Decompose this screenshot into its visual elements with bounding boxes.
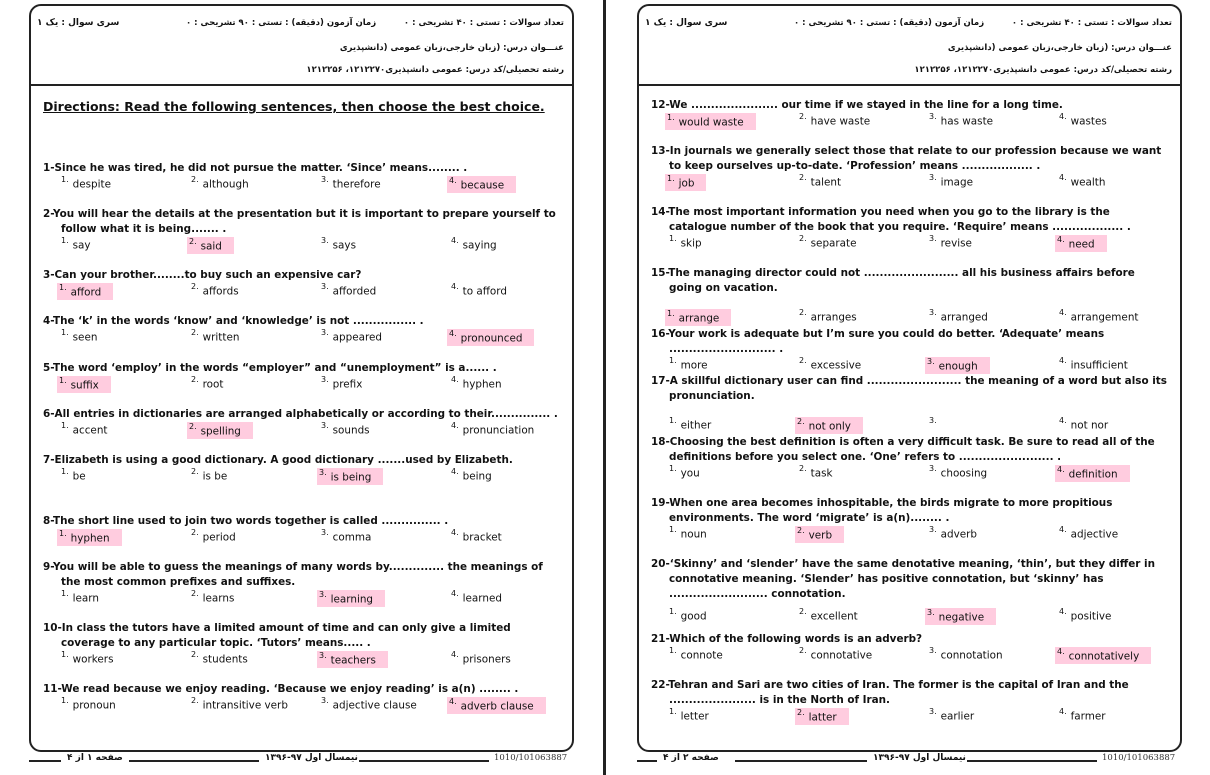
question-stem: 10-In class the tutors have a limited amount of time and can only give a limited coverage to any particular topic. ‘Tutors’ means..... . bbox=[43, 622, 511, 649]
question bbox=[651, 144, 1168, 192]
option[interactable]: $^{1.}$ noun bbox=[669, 525, 707, 541]
question bbox=[43, 560, 560, 608]
option[interactable]: $^{1.}$ you bbox=[669, 464, 700, 480]
question-count: تعداد سوالات : تستی : ۴۰ تشریحی : ۰ bbox=[403, 18, 564, 28]
question bbox=[43, 268, 560, 301]
exam-header bbox=[639, 6, 1180, 86]
option[interactable]: $^{1.}$ good bbox=[669, 607, 707, 623]
question bbox=[43, 453, 560, 486]
selected-option[interactable]: $^{1.}$ hyphen bbox=[57, 529, 122, 546]
exam-page-1 bbox=[29, 4, 574, 752]
question-stem: 6-All entries in dictionaries are arranged alphabetically or according to their............... . bbox=[43, 408, 558, 420]
selected-option[interactable]: $^{1.}$ afford bbox=[57, 283, 113, 300]
question-stem: 8-The short line used to join two words together is called ............... . bbox=[43, 515, 449, 527]
option[interactable]: $^{1.}$ despite bbox=[61, 175, 111, 191]
option[interactable]: $^{3.}$ prefix bbox=[321, 375, 363, 391]
option[interactable]: $^{4.}$ wastes bbox=[1059, 112, 1107, 128]
option[interactable]: $^{1.}$ learn bbox=[61, 589, 99, 605]
option[interactable]: $^{4.}$ learned bbox=[451, 589, 502, 605]
option[interactable]: $^{1.}$ be bbox=[61, 467, 86, 483]
major-code: رشته تحصیلی/کد درس: عمومی دانشپذیری۱۲۱۲۲۷۰، ۱۲۱۲۲۵۶ bbox=[914, 65, 1172, 75]
exam-header bbox=[31, 6, 572, 86]
selected-option[interactable]: $^{2.}$ latter bbox=[795, 708, 849, 725]
question-count: تعداد سوالات : تستی : ۴۰ تشریحی : ۰ bbox=[1011, 18, 1172, 28]
question bbox=[43, 361, 560, 394]
selected-option[interactable]: $^{2.}$ verb bbox=[795, 526, 844, 543]
question-stem: 3-Can your brother........to buy such an expensive car? bbox=[43, 269, 362, 281]
option[interactable]: $^{3.}$ sounds bbox=[321, 421, 370, 437]
selected-option[interactable]: $^{4.}$ connotatively bbox=[1055, 647, 1151, 664]
directions: Directions: Read the following sentences, then choose the best choice. bbox=[43, 99, 545, 114]
option[interactable]: $^{2.}$ talent bbox=[799, 173, 842, 189]
question bbox=[651, 327, 1168, 375]
question bbox=[651, 205, 1168, 253]
question-stem: 12-We ...................... our time if we stayed in the line for a long time. bbox=[651, 99, 1063, 111]
option[interactable]: $^{3.}$ adjective clause bbox=[321, 696, 417, 712]
option[interactable]: $^{2.}$ affords bbox=[191, 282, 239, 298]
option[interactable]: $^{3.}$ says bbox=[321, 236, 356, 252]
option[interactable]: $^{2.}$ excessive bbox=[799, 356, 862, 372]
course-title: عنـــوان درس: (زبان خارجی،زبان عمومی (دانشپذیری bbox=[339, 43, 564, 53]
selected-option[interactable]: $^{2.}$ said bbox=[187, 237, 234, 254]
question-stem: 7-Elizabeth is using a good dictionary. A good dictionary .......used by Elizabeth. bbox=[43, 454, 513, 466]
option[interactable]: $^{2.}$ although bbox=[191, 175, 249, 191]
question bbox=[651, 266, 1168, 327]
option[interactable]: $^{2.}$ arranges bbox=[799, 308, 857, 324]
option[interactable]: $^{4.}$ pronunciation bbox=[451, 421, 535, 437]
option[interactable]: $^{4.}$ positive bbox=[1059, 607, 1112, 623]
question-stem: 9-You will be able to guess the meanings of many words by.............. the meanings of the most common prefixes and suffixes. bbox=[43, 561, 543, 588]
page-divider bbox=[603, 0, 606, 775]
exam-body bbox=[639, 86, 1180, 750]
option[interactable]: $^{2.}$ root bbox=[191, 375, 224, 391]
exam-time: زمان آزمون (دقیقه) : تستی : ۹۰ تشریحی : ۰ bbox=[794, 18, 985, 28]
question-stem: 13-In journals we generally select those that relate to our profession because we want to keep ourselves up-to-date. ‘Profession’ means .................. . bbox=[651, 145, 1162, 172]
option[interactable]: $^{3.}$ image bbox=[929, 173, 974, 189]
question-stem: 22-Tehran and Sari are two cities of Iran. The former is the capital of Iran and the ...................... is in the North of Iran. bbox=[651, 679, 1129, 706]
option[interactable]: $^{2.}$ period bbox=[191, 528, 236, 544]
selected-option[interactable]: $^{4.}$ because bbox=[447, 176, 516, 193]
option[interactable]: $^{3.}$ has waste bbox=[929, 112, 994, 128]
major-code: رشته تحصیلی/کد درس: عمومی دانشپذیری۱۲۱۲۲۷۰، ۱۲۱۲۲۵۶ bbox=[306, 65, 564, 75]
exam-time: زمان آزمون (دقیقه) : تستی : ۹۰ تشریحی : ۰ bbox=[186, 18, 377, 28]
option[interactable]: $^{2.}$ have waste bbox=[799, 112, 871, 128]
option[interactable]: $^{1.}$ letter bbox=[669, 707, 709, 723]
page-number: صفحه ۱ از ۴ bbox=[67, 753, 123, 763]
question bbox=[651, 374, 1168, 435]
option[interactable]: $^{3.}$ afforded bbox=[321, 282, 377, 298]
option[interactable]: $^{1.}$ more bbox=[669, 356, 708, 372]
selected-option[interactable]: $^{4.}$ need bbox=[1055, 235, 1107, 252]
selected-option[interactable]: $^{1.}$ suffix bbox=[57, 376, 111, 393]
question bbox=[651, 678, 1168, 726]
option[interactable]: $^{4.}$ prisoners bbox=[451, 650, 511, 666]
option[interactable]: $^{4.}$ saying bbox=[451, 236, 497, 252]
option[interactable]: $^{1.}$ accent bbox=[61, 421, 108, 437]
option[interactable]: $^{1.}$ connote bbox=[669, 646, 723, 662]
option[interactable]: $^{3.}$ arranged bbox=[929, 308, 988, 324]
selected-option[interactable]: $^{3.}$ teachers bbox=[317, 651, 388, 668]
option[interactable]: $^{2.}$ is be bbox=[191, 467, 228, 483]
question bbox=[43, 314, 560, 347]
option[interactable]: $^{2.}$ intransitive verb bbox=[191, 696, 288, 712]
option[interactable]: $^{4.}$ bracket bbox=[451, 528, 502, 544]
option[interactable]: $^{1.}$ skip bbox=[669, 234, 702, 250]
selected-option[interactable]: $^{3.}$ enough bbox=[925, 357, 990, 374]
page-footer bbox=[637, 753, 1182, 769]
question bbox=[651, 557, 1168, 626]
question bbox=[43, 161, 560, 194]
option[interactable]: $^{2.}$ task bbox=[799, 464, 833, 480]
page-number: صفحه ۲ از ۴ bbox=[663, 753, 719, 763]
option[interactable]: $^{2.}$ learns bbox=[191, 589, 235, 605]
question-stem: 11-We read because we enjoy reading. ‘Because we enjoy reading’ is a(n) ........ . bbox=[43, 683, 519, 695]
option[interactable]: $^{4.}$ adjective bbox=[1059, 525, 1119, 541]
exam-code: 1010/101063887 bbox=[494, 753, 568, 763]
question-stem: 21-Which of the following words is an adverb? bbox=[651, 633, 923, 645]
option[interactable]: $^{3.}$ appeared bbox=[321, 328, 382, 344]
selected-option[interactable]: $^{3.}$ negative bbox=[925, 608, 996, 625]
option[interactable]: $^{3.}$ earlier bbox=[929, 707, 975, 723]
question-stem: 5-The word ‘employ’ in the words “employer” and “unemployment” is a...... . bbox=[43, 362, 497, 374]
question-stem: 16-Your work is adequate but I’m sure you could do better. ‘Adequate’ means ........................... . bbox=[651, 328, 1105, 355]
option[interactable]: $^{3.}$ adverb bbox=[929, 525, 978, 541]
question bbox=[43, 514, 560, 547]
option[interactable]: $^{2.}$ separate bbox=[799, 234, 857, 250]
option[interactable]: $^{2.}$ connotative bbox=[799, 646, 873, 662]
option[interactable]: $^{2.}$ students bbox=[191, 650, 248, 666]
option[interactable]: $^{4.}$ insufficient bbox=[1059, 356, 1128, 372]
option[interactable]: $^{2.}$ written bbox=[191, 328, 240, 344]
question bbox=[651, 496, 1168, 544]
option[interactable]: $^{1.}$ say bbox=[61, 236, 91, 252]
question bbox=[43, 207, 560, 255]
exam-page-2 bbox=[637, 4, 1182, 752]
question-stem: 4-The ‘k’ in the words ‘know’ and ‘knowledge’ is not ................ . bbox=[43, 315, 424, 327]
question-stem: 18-Choosing the best definition is often a very difficult task. Be sure to read all of the definitions before you select one. ‘One’ refers to ........................ . bbox=[651, 436, 1155, 463]
question-stem: 14-The most important information you need when you go to the library is the catalogue number of the book that you require. ‘Require’ means .................. . bbox=[651, 206, 1131, 233]
selected-option[interactable]: $^{3.}$ is being bbox=[317, 468, 383, 485]
page-footer bbox=[29, 753, 574, 769]
question-stem: 2-You will hear the details at the presentation but it is important to prepare yourself to follow what it is being....... . bbox=[43, 208, 556, 235]
question bbox=[651, 435, 1168, 483]
question bbox=[651, 98, 1168, 131]
option[interactable]: $^{1.}$ either bbox=[669, 416, 712, 432]
course-title: عنـــوان درس: (زبان خارجی،زبان عمومی (دانشپذیری bbox=[947, 43, 1172, 53]
question-series: سری سوال : یک ۱ bbox=[645, 18, 728, 28]
selected-option[interactable]: $^{1.}$ arrange bbox=[665, 309, 731, 326]
exam-body bbox=[31, 86, 572, 750]
option[interactable]: $^{4.}$ farmer bbox=[1059, 707, 1106, 723]
selected-option[interactable]: $^{4.}$ definition bbox=[1055, 465, 1130, 482]
option[interactable]: $^{4.}$ arrangement bbox=[1059, 308, 1139, 324]
selected-option[interactable]: $^{1.}$ job bbox=[665, 174, 706, 191]
question-series: سری سوال : یک ۱ bbox=[37, 18, 120, 28]
option[interactable]: $^{1.}$ workers bbox=[61, 650, 114, 666]
exam-code: 1010/101063887 bbox=[1102, 753, 1176, 763]
question bbox=[651, 632, 1168, 665]
option[interactable]: $^{1.}$ seen bbox=[61, 328, 98, 344]
option[interactable]: $^{4.}$ being bbox=[451, 467, 492, 483]
option[interactable]: $^{4.}$ hyphen bbox=[451, 375, 502, 391]
question-stem: 17-A skillful dictionary user can find ........................ the meaning of a word but also its pronunciation. bbox=[651, 375, 1167, 402]
option[interactable]: 3. bbox=[929, 416, 937, 425]
term: نیمسال اول ۹۷-۱۳۹۶ bbox=[873, 753, 966, 763]
question-stem: 19-When one area becomes inhospitable, the birds migrate to more propitious environments. The word ‘migrate’ is a(n)........ . bbox=[651, 497, 1113, 524]
selected-option[interactable]: $^{3.}$ learning bbox=[317, 590, 385, 607]
option[interactable]: $^{2.}$ excellent bbox=[799, 607, 858, 623]
selected-option[interactable]: $^{2.}$ spelling bbox=[187, 422, 253, 439]
question bbox=[43, 621, 560, 669]
option[interactable]: $^{3.}$ revise bbox=[929, 234, 972, 250]
question-stem: 15-The managing director could not ........................ all his business affairs before going on vacation. bbox=[651, 267, 1135, 294]
question-stem: 1-Since he was tired, he did not pursue the matter. ‘Since’ means........ . bbox=[43, 162, 468, 174]
option[interactable]: $^{4.}$ to afford bbox=[451, 282, 507, 298]
option[interactable]: $^{1.}$ pronoun bbox=[61, 696, 116, 712]
option[interactable]: $^{4.}$ wealth bbox=[1059, 173, 1106, 189]
question-stem: 20-‘Skinny’ and ‘slender’ have the same denotative meaning, ‘thin’, but they differ in connotative meaning. ‘Slender’ has positive connotation, but ‘skinny’ has ......................... connotation. bbox=[651, 558, 1155, 600]
selected-option[interactable]: $^{4.}$ adverb clause bbox=[447, 697, 546, 714]
option[interactable]: $^{3.}$ choosing bbox=[929, 464, 988, 480]
option[interactable]: $^{3.}$ therefore bbox=[321, 175, 381, 191]
question bbox=[43, 682, 560, 715]
selected-option[interactable]: $^{1.}$ would waste bbox=[665, 113, 756, 130]
option[interactable]: $^{3.}$ connotation bbox=[929, 646, 1003, 662]
question bbox=[43, 407, 560, 440]
option[interactable]: $^{4.}$ not nor bbox=[1059, 416, 1109, 432]
selected-option[interactable]: $^{4.}$ pronounced bbox=[447, 329, 534, 346]
term: نیمسال اول ۹۷-۱۳۹۶ bbox=[265, 753, 358, 763]
option[interactable]: $^{3.}$ comma bbox=[321, 528, 372, 544]
selected-option[interactable]: $^{2.}$ not only bbox=[795, 417, 863, 434]
